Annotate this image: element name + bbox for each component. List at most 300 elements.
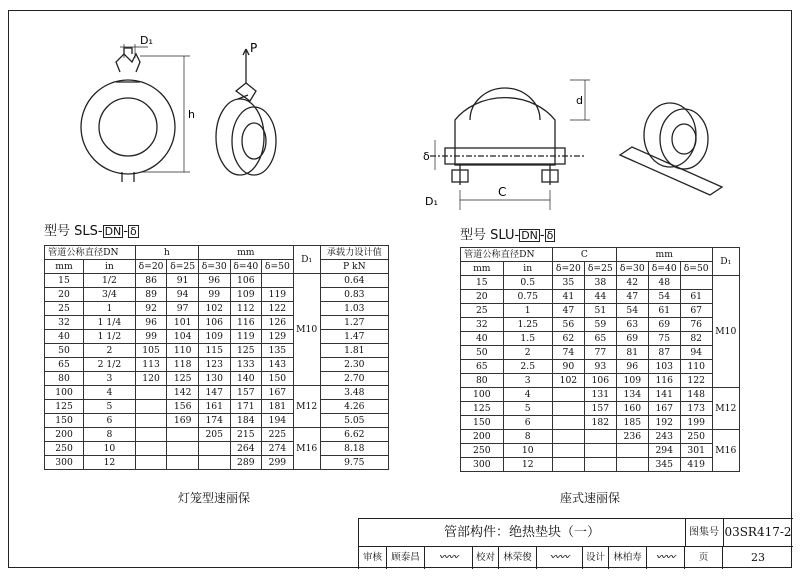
- table-cell: 106: [198, 316, 230, 330]
- bolt-size-cell: M10: [293, 274, 320, 386]
- load-value-cell: 8.18: [320, 442, 388, 456]
- table-cell: 89: [135, 288, 167, 302]
- table-cell: 112: [230, 302, 262, 316]
- table-cell: 41: [552, 290, 584, 304]
- table-cell: 274: [262, 442, 294, 456]
- header-d1: D₁: [293, 246, 320, 274]
- table-cell: 99: [198, 288, 230, 302]
- table-cell: 50: [461, 346, 504, 360]
- table-cell: [167, 442, 199, 456]
- table-cell: 1.5: [503, 332, 552, 346]
- design-signature: 〰〰: [647, 547, 685, 569]
- table-cell: [680, 276, 712, 290]
- table-cell: [584, 458, 616, 472]
- table-cell: 51: [584, 304, 616, 318]
- model-prefix: 型号 SLS-: [44, 224, 103, 239]
- table-cell: 142: [167, 386, 199, 400]
- table-cell: [552, 430, 584, 444]
- model-box-dn: DN: [521, 229, 538, 242]
- table-row: [461, 458, 740, 472]
- header-col-mm: mm: [461, 262, 504, 276]
- table-row: [45, 288, 389, 302]
- header-d20: δ=20: [552, 262, 584, 276]
- table-cell: 20: [461, 290, 504, 304]
- header-h: h: [135, 246, 198, 260]
- table-cell: 61: [648, 304, 680, 318]
- header-d20: δ=20: [135, 260, 167, 274]
- table-cell: 109: [616, 374, 648, 388]
- table-cell: 174: [198, 414, 230, 428]
- p-force-label: P: [250, 41, 258, 55]
- header-d1: D₁: [712, 248, 739, 276]
- table-cell: 205: [198, 428, 230, 442]
- table-cell: 131: [584, 388, 616, 402]
- load-value-cell: 1.27: [320, 316, 388, 330]
- table-cell: 110: [167, 344, 199, 358]
- table-cell: 12: [84, 456, 136, 470]
- load-value-cell: 0.83: [320, 288, 388, 302]
- table-cell: 104: [167, 330, 199, 344]
- table-cell: 65: [461, 360, 504, 374]
- table-cell: 173: [680, 402, 712, 416]
- table-cell: 0.5: [503, 276, 552, 290]
- table-row: [45, 302, 389, 316]
- load-value-cell: 6.62: [320, 428, 388, 442]
- review-signature: 〰〰: [425, 547, 473, 569]
- review-name: 顾泰昌: [387, 547, 425, 569]
- load-value-cell: 3.48: [320, 386, 388, 400]
- table-row: [45, 428, 389, 442]
- table-cell: 4: [84, 386, 136, 400]
- table-cell: 65: [45, 358, 84, 372]
- table-cell: 80: [461, 374, 504, 388]
- table-cell: [552, 402, 584, 416]
- table-cell: 113: [135, 358, 167, 372]
- table-cell: 96: [135, 316, 167, 330]
- table-cell: 40: [45, 330, 84, 344]
- table-cell: 91: [167, 274, 199, 288]
- table-row: [461, 416, 740, 430]
- table-cell: 150: [461, 416, 504, 430]
- table-cell: 300: [45, 456, 84, 470]
- table-cell: 123: [198, 358, 230, 372]
- table-cell: 62: [552, 332, 584, 346]
- table-cell: 185: [616, 416, 648, 430]
- table-cell: [135, 456, 167, 470]
- table-cell: 250: [461, 444, 504, 458]
- header-load-unit: P kN: [320, 260, 388, 274]
- table-row: [45, 316, 389, 330]
- table-cell: 122: [680, 374, 712, 388]
- table-cell: 140: [230, 372, 262, 386]
- table-cell: 25: [461, 304, 504, 318]
- design-label: 设计: [583, 547, 609, 569]
- table-cell: 82: [680, 332, 712, 346]
- slu-clamp-drawing: [420, 60, 740, 215]
- table-cell: 106: [584, 374, 616, 388]
- table-cell: 81: [616, 346, 648, 360]
- table-cell: 69: [648, 318, 680, 332]
- table-cell: 115: [198, 344, 230, 358]
- header-d50: δ=50: [680, 262, 712, 276]
- table-cell: 122: [262, 302, 294, 316]
- header-col-in: in: [503, 262, 552, 276]
- table-cell: 99: [135, 330, 167, 344]
- load-value-cell: 4.26: [320, 400, 388, 414]
- table-cell: 300: [461, 458, 504, 472]
- table-row: [45, 344, 389, 358]
- table-cell: 289: [230, 456, 262, 470]
- table-cell: 59: [584, 318, 616, 332]
- table-cell: 345: [648, 458, 680, 472]
- table-row: [461, 346, 740, 360]
- table-row: [461, 290, 740, 304]
- d-dim-label: d: [576, 94, 583, 107]
- table-cell: 97: [167, 302, 199, 316]
- table-row: [45, 274, 389, 288]
- table-cell: 15: [45, 274, 84, 288]
- table-cell: [584, 430, 616, 444]
- table-cell: 150: [45, 414, 84, 428]
- table-cell: [135, 414, 167, 428]
- header-d50: δ=50: [262, 260, 294, 274]
- table-cell: 74: [552, 346, 584, 360]
- table-cell: 77: [584, 346, 616, 360]
- table-cell: 6: [503, 416, 552, 430]
- drawing-title: 管部构件：绝热垫块（一）: [359, 519, 686, 547]
- table-cell: [552, 388, 584, 402]
- table-cell: 125: [461, 402, 504, 416]
- table-cell: 44: [584, 290, 616, 304]
- load-value-cell: 9.75: [320, 456, 388, 470]
- design-name: 林柏寿: [609, 547, 647, 569]
- header-c: C: [552, 248, 616, 262]
- left-caption: 灯笼型速丽保: [178, 491, 251, 505]
- table-row: [461, 318, 740, 332]
- table-cell: 47: [552, 304, 584, 318]
- table-cell: 116: [230, 316, 262, 330]
- table-cell: 54: [648, 290, 680, 304]
- bolt-size-cell: M16: [712, 430, 739, 472]
- table-cell: 0.75: [503, 290, 552, 304]
- table-cell: 10: [84, 442, 136, 456]
- table-cell: 250: [680, 430, 712, 444]
- bolt-size-cell: M12: [712, 388, 739, 430]
- table-cell: 96: [198, 274, 230, 288]
- table-cell: 182: [584, 416, 616, 430]
- table-cell: 110: [680, 360, 712, 374]
- table-cell: 301: [680, 444, 712, 458]
- load-value-cell: 1.03: [320, 302, 388, 316]
- table-cell: 184: [230, 414, 262, 428]
- page-number: 23: [751, 551, 765, 564]
- header-d40: δ=40: [230, 260, 262, 274]
- table-cell: [616, 444, 648, 458]
- table-cell: 181: [262, 400, 294, 414]
- table-cell: 8: [503, 430, 552, 444]
- table-cell: 2.5: [503, 360, 552, 374]
- table-row: [461, 444, 740, 458]
- table-cell: 103: [648, 360, 680, 374]
- table-cell: 1: [84, 302, 136, 316]
- d1-dim-label-right: D₁: [425, 195, 438, 208]
- table-row: [45, 358, 389, 372]
- table-cell: 2: [503, 346, 552, 360]
- slu-dimension-table: [460, 247, 740, 472]
- table-cell: 75: [648, 332, 680, 346]
- table-cell: [198, 442, 230, 456]
- atlas-number: 03SR417-2: [723, 519, 793, 547]
- page-label: 页: [685, 547, 723, 569]
- table-cell: 8: [84, 428, 136, 442]
- delta-dim-label: δ: [423, 150, 430, 163]
- table-cell: 125: [45, 400, 84, 414]
- table-cell: 419: [680, 458, 712, 472]
- table-row: [45, 400, 389, 414]
- model-box-dn: DN: [104, 225, 122, 238]
- table-row: [45, 330, 389, 344]
- header-col-mm: mm: [45, 260, 84, 274]
- header-d25: δ=25: [584, 262, 616, 276]
- table-cell: 6: [84, 414, 136, 428]
- header-mm: mm: [198, 246, 293, 260]
- table-cell: 147: [198, 386, 230, 400]
- table-cell: 42: [616, 276, 648, 290]
- header-load: 承载力设计值: [320, 246, 388, 260]
- table-cell: 47: [616, 290, 648, 304]
- table-cell: 100: [461, 388, 504, 402]
- table-cell: 133: [230, 358, 262, 372]
- table-cell: 3: [84, 372, 136, 386]
- table-row: [461, 430, 740, 444]
- table-cell: 92: [135, 302, 167, 316]
- table-cell: [135, 386, 167, 400]
- table-cell: 2: [84, 344, 136, 358]
- table-cell: 106: [230, 274, 262, 288]
- table-cell: [135, 400, 167, 414]
- table-cell: 54: [616, 304, 648, 318]
- table-cell: 25: [45, 302, 84, 316]
- table-cell: 120: [135, 372, 167, 386]
- table-cell: 5: [503, 402, 552, 416]
- sls-dimension-table: [44, 245, 389, 470]
- table-cell: 199: [680, 416, 712, 430]
- table-cell: 38: [584, 276, 616, 290]
- table-cell: [262, 274, 294, 288]
- table-cell: 5: [84, 400, 136, 414]
- table-cell: 20: [45, 288, 84, 302]
- table-cell: 143: [262, 358, 294, 372]
- table-cell: 225: [262, 428, 294, 442]
- table-cell: 160: [616, 402, 648, 416]
- right-model-code: 型号 SLU- DN - δ: [460, 228, 554, 243]
- load-value-cell: 5.05: [320, 414, 388, 428]
- table-cell: 294: [648, 444, 680, 458]
- table-row: [461, 332, 740, 346]
- table-cell: 35: [552, 276, 584, 290]
- header-d25: δ=25: [167, 260, 199, 274]
- table-cell: 141: [648, 388, 680, 402]
- header-mm: mm: [616, 248, 712, 262]
- table-cell: 194: [262, 414, 294, 428]
- table-cell: 1 1/2: [84, 330, 136, 344]
- header-dn: 管道公称直径DN: [461, 248, 553, 262]
- table-cell: [167, 456, 199, 470]
- table-cell: 192: [648, 416, 680, 430]
- right-caption: 座式速丽保: [560, 491, 621, 505]
- d1-dim-label: D₁: [140, 34, 153, 47]
- table-cell: 125: [167, 372, 199, 386]
- check-signature: 〰〰: [537, 547, 583, 569]
- table-cell: 80: [45, 372, 84, 386]
- table-cell: 157: [584, 402, 616, 416]
- header-d40: δ=40: [648, 262, 680, 276]
- table-cell: 12: [503, 458, 552, 472]
- table-row: [461, 360, 740, 374]
- load-value-cell: 2.70: [320, 372, 388, 386]
- table-cell: 94: [167, 288, 199, 302]
- table-cell: 2 1/2: [84, 358, 136, 372]
- table-cell: 93: [584, 360, 616, 374]
- c-dim-label: C: [498, 185, 507, 199]
- table-cell: 116: [648, 374, 680, 388]
- table-cell: 109: [198, 330, 230, 344]
- load-value-cell: 1.47: [320, 330, 388, 344]
- table-row: [45, 456, 389, 470]
- table-cell: 167: [648, 402, 680, 416]
- header-d30: δ=30: [616, 262, 648, 276]
- table-cell: 87: [648, 346, 680, 360]
- table-cell: 102: [198, 302, 230, 316]
- table-cell: 118: [167, 358, 199, 372]
- table-cell: 96: [616, 360, 648, 374]
- table-cell: 48: [648, 276, 680, 290]
- table-row: [45, 414, 389, 428]
- load-value-cell: 0.64: [320, 274, 388, 288]
- bolt-size-cell: M12: [293, 386, 320, 428]
- table-cell: 167: [262, 386, 294, 400]
- table-cell: 86: [135, 274, 167, 288]
- table-cell: 130: [198, 372, 230, 386]
- review-label: 审核: [359, 547, 387, 569]
- table-cell: [198, 456, 230, 470]
- table-cell: [135, 442, 167, 456]
- table-cell: 90: [552, 360, 584, 374]
- table-cell: 10: [503, 444, 552, 458]
- table-cell: 1.25: [503, 318, 552, 332]
- left-model-code: 型号 SLS- DN - δ: [44, 224, 137, 239]
- table-cell: [167, 428, 199, 442]
- table-cell: [616, 458, 648, 472]
- table-cell: [135, 428, 167, 442]
- table-cell: 119: [230, 330, 262, 344]
- table-cell: 119: [262, 288, 294, 302]
- load-value-cell: 2.30: [320, 358, 388, 372]
- table-cell: [552, 444, 584, 458]
- table-cell: 100: [45, 386, 84, 400]
- table-cell: 109: [230, 288, 262, 302]
- table-cell: 1/2: [84, 274, 136, 288]
- table-cell: 1 1/4: [84, 316, 136, 330]
- table-cell: 3/4: [84, 288, 136, 302]
- table-cell: 105: [135, 344, 167, 358]
- table-cell: [584, 444, 616, 458]
- table-cell: 94: [680, 346, 712, 360]
- table-cell: 125: [230, 344, 262, 358]
- table-cell: 236: [616, 430, 648, 444]
- model-box-delta: δ: [129, 225, 137, 238]
- table-cell: 129: [262, 330, 294, 344]
- table-row: [45, 442, 389, 456]
- table-cell: 67: [680, 304, 712, 318]
- table-cell: 171: [230, 400, 262, 414]
- table-row: [461, 388, 740, 402]
- bolt-size-cell: M16: [293, 428, 320, 470]
- table-cell: 3: [503, 374, 552, 388]
- table-row: [461, 402, 740, 416]
- table-cell: 148: [680, 388, 712, 402]
- header-dn: 管道公称直径DN: [45, 246, 136, 260]
- header-col-in: in: [84, 260, 136, 274]
- table-cell: 50: [45, 344, 84, 358]
- table-cell: 161: [198, 400, 230, 414]
- table-cell: 101: [167, 316, 199, 330]
- table-row: [461, 374, 740, 388]
- check-label: 校对: [473, 547, 499, 569]
- table-cell: 243: [648, 430, 680, 444]
- table-row: [45, 386, 389, 400]
- table-cell: 134: [616, 388, 648, 402]
- table-cell: 200: [45, 428, 84, 442]
- model-box-delta: δ: [546, 229, 554, 242]
- table-row: [45, 372, 389, 386]
- table-cell: 40: [461, 332, 504, 346]
- table-cell: 135: [262, 344, 294, 358]
- table-cell: [552, 416, 584, 430]
- table-cell: [552, 458, 584, 472]
- header-d30: δ=30: [198, 260, 230, 274]
- sls-clamp-drawing: [80, 32, 280, 202]
- table-cell: 200: [461, 430, 504, 444]
- table-cell: 56: [552, 318, 584, 332]
- table-cell: 76: [680, 318, 712, 332]
- h-dim-label: h: [188, 108, 195, 121]
- table-cell: 32: [461, 318, 504, 332]
- table-cell: 102: [552, 374, 584, 388]
- table-cell: 299: [262, 456, 294, 470]
- title-block: [358, 518, 793, 569]
- check-name: 林荣俊: [499, 547, 537, 569]
- table-cell: 169: [167, 414, 199, 428]
- table-cell: 126: [262, 316, 294, 330]
- table-cell: 150: [262, 372, 294, 386]
- table-cell: 250: [45, 442, 84, 456]
- table-cell: 264: [230, 442, 262, 456]
- table-cell: 156: [167, 400, 199, 414]
- table-cell: 63: [616, 318, 648, 332]
- table-cell: 4: [503, 388, 552, 402]
- load-value-cell: 1.81: [320, 344, 388, 358]
- table-row: [461, 276, 740, 290]
- table-row: [461, 304, 740, 318]
- table-cell: 215: [230, 428, 262, 442]
- table-cell: 69: [616, 332, 648, 346]
- bolt-size-cell: M10: [712, 276, 739, 388]
- atlas-label: 图集号: [685, 519, 724, 547]
- table-cell: 157: [230, 386, 262, 400]
- table-cell: 65: [584, 332, 616, 346]
- table-cell: 61: [680, 290, 712, 304]
